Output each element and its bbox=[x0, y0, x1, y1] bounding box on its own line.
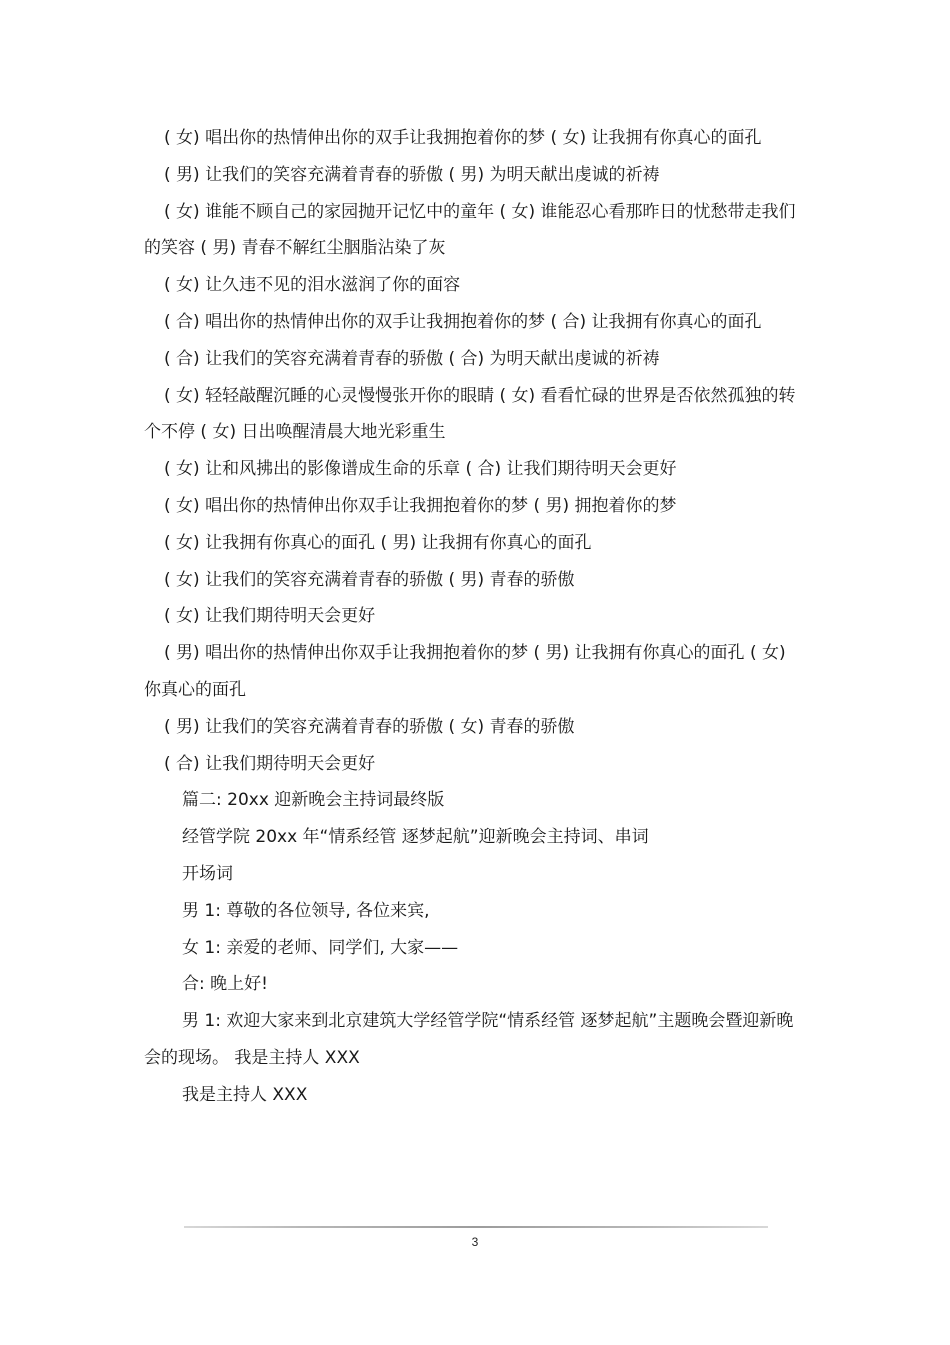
lyric-line-7: ( 女) 轻轻敲醒沉睡的心灵慢慢张开你的眼睛 ( 女) 看看忙碌的世界是否依然孤独的转个不停 ( 女) 日出唤醒清晨大地光彩重生 bbox=[144, 385, 796, 443]
lyric-line-10: ( 女) 让我拥有你真心的面孔 ( 男) 让我拥有你真心的面孔 bbox=[164, 532, 592, 553]
lyric-line-13: ( 男) 唱出你的热情伸出你双手让我拥抱着你的梦 ( 男) 让我拥有你真心的面孔 ( 女) 你真心的面孔 bbox=[144, 643, 786, 700]
script-line-male-1: 男 1: 尊敬的各位领导, 各位来宾, bbox=[182, 900, 430, 921]
lyric-line-3: ( 女) 谁能不顾自己的家园抛开记忆中的童年 ( 女) 谁能忍心看那昨日的忧愁带走我们的笑容 ( 男) 青春不解红尘胭脂沾染了灰 bbox=[144, 201, 796, 259]
script-line-female-1: 女 1: 亲爱的老师、同学们, 大家—— bbox=[182, 937, 459, 958]
lyric-line-15: ( 合) 让我们期待明天会更好 bbox=[164, 753, 376, 774]
lyric-line-5: ( 合) 唱出你的热情伸出你的双手让我拥抱着你的梦 ( 合) 让我拥有你真心的面孔 bbox=[164, 311, 762, 332]
lyric-line-12: ( 女) 让我们期待明天会更好 bbox=[164, 606, 376, 627]
lyric-line-4: ( 女) 让久违不见的泪水滋润了你的面容 bbox=[164, 275, 461, 296]
opening-heading: 开场词 bbox=[182, 863, 233, 884]
script-line-together: 合: 晚上好! bbox=[182, 974, 268, 995]
lyric-line-9: ( 女) 唱出你的热情伸出你双手让我拥抱着你的梦 ( 男) 拥抱着你的梦 bbox=[164, 495, 677, 516]
lyric-line-2: ( 男) 让我们的笑容充满着青春的骄傲 ( 男) 为明天献出虔诚的祈祷 bbox=[164, 164, 660, 185]
script-line-welcome: 男 1: 欢迎大家来到北京建筑大学经管学院“情系经管 逐梦起航”主题晚会暨迎新晚会的现场。 我是主持人 XXX bbox=[144, 1011, 794, 1068]
section-heading: 篇二: 20xx 迎新晚会主持词最终版 bbox=[182, 790, 445, 811]
script-line-host: 我是主持人 XXX bbox=[182, 1084, 308, 1105]
lyric-line-1: ( 女) 唱出你的热情伸出你的双手让我拥抱着你的梦 ( 女) 让我拥有你真心的面孔 bbox=[164, 128, 762, 148]
document-title: 经管学院 20xx 年“情系经管 逐梦起航”迎新晚会主持词、串词 bbox=[182, 827, 649, 848]
lyric-line-14: ( 男) 让我们的笑容充满着青春的骄傲 ( 女) 青春的骄傲 bbox=[164, 716, 575, 737]
lyric-line-8: ( 女) 让和风拂出的影像谱成生命的乐章 ( 合) 让我们期待明天会更好 bbox=[164, 459, 677, 480]
lyric-line-11: ( 女) 让我们的笑容充满着青春的骄傲 ( 男) 青春的骄傲 bbox=[164, 569, 575, 590]
lyric-line-6: ( 合) 让我们的笑容充满着青春的骄傲 ( 合) 为明天献出虔诚的祈祷 bbox=[164, 348, 660, 369]
page-number: 3 bbox=[471, 1235, 479, 1249]
document-body bbox=[144, 120, 804, 1114]
footer-divider bbox=[184, 1226, 768, 1228]
